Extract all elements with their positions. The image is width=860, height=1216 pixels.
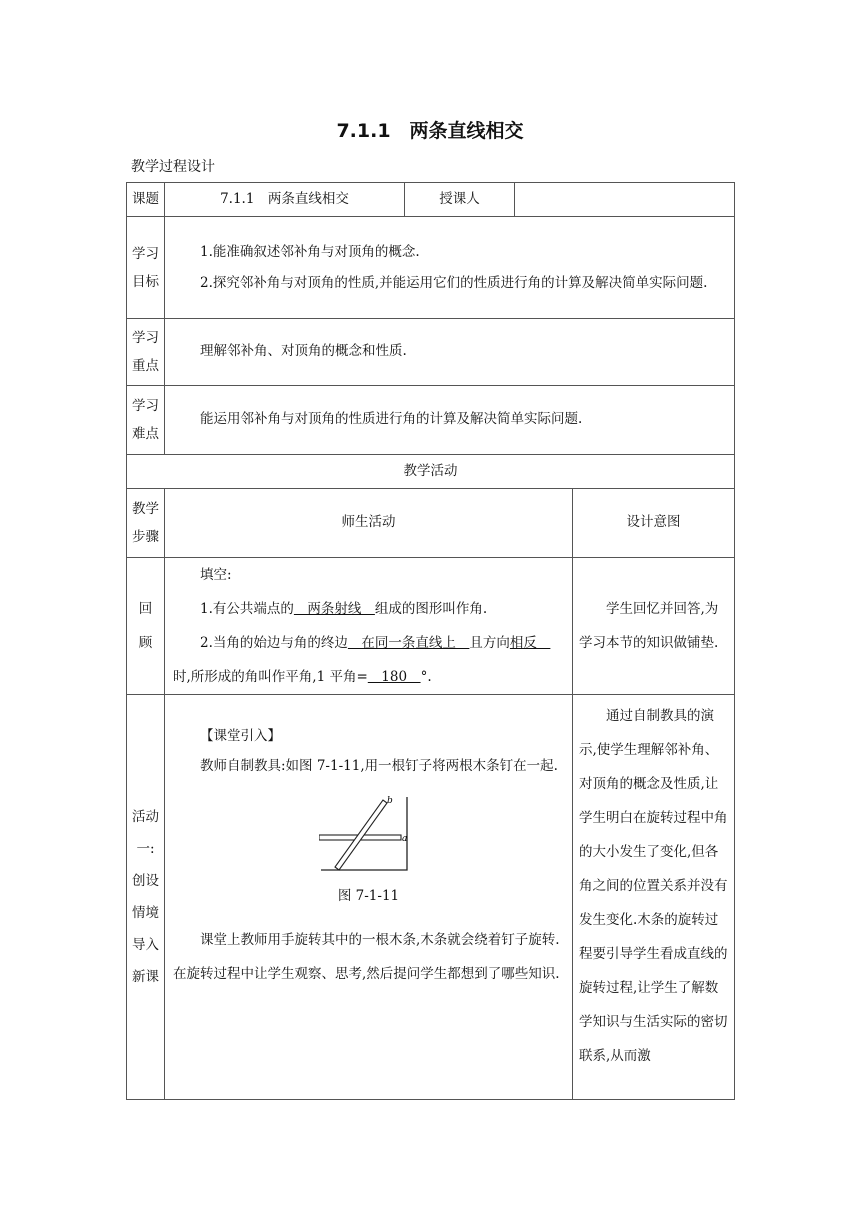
activity1-label-line1: 活动 bbox=[132, 809, 159, 825]
topic-row bbox=[127, 183, 735, 217]
goal-item-1: 1.能准确叙述邻补角与对顶角的概念. bbox=[200, 243, 420, 260]
activity1-intent: 通过自制教具的演示,使学生理解邻补角、对顶角的概念及性质,让学生明白在旋转过程中角的大小发生了变化,但各角之间的位置关系并没有发生变化.木条的旋转过程要引导学生看成直线的旋转过程,让学生了解数学知识与生活实际的密切联系,从而激 bbox=[579, 708, 728, 1064]
goal-item-2: 2.探究邻补角与对顶角的性质,并能运用它们的性质进行角的计算及解决简单实际问题. bbox=[200, 274, 708, 291]
goals-label bbox=[127, 217, 165, 319]
col-step-line2: 步骤 bbox=[132, 529, 159, 545]
figure-wood-strips bbox=[319, 795, 419, 875]
review-label-line1: 回 bbox=[138, 601, 153, 617]
review-intent: 学生回忆并回答,为学习本节的知识做铺垫. bbox=[579, 601, 719, 651]
goals-row bbox=[127, 217, 735, 319]
activity-header: 教学活动 bbox=[127, 455, 735, 489]
goals-content bbox=[165, 217, 735, 319]
focus-row bbox=[127, 319, 735, 386]
review-q1-text-a: 1.有公共端点的 bbox=[200, 601, 294, 617]
review-intro: 填空: bbox=[200, 567, 232, 583]
focus-text: 理解邻补角、对顶角的概念和性质. bbox=[200, 343, 407, 360]
review-q2-answer-2: 相反 bbox=[509, 635, 551, 651]
review-row bbox=[127, 558, 735, 695]
activity1-label-line2: 一: bbox=[136, 841, 155, 857]
activity1-label-line3: 创设 bbox=[132, 873, 159, 889]
difficulty-label-line2: 难点 bbox=[132, 426, 159, 442]
review-q1-answer: 两条射线 bbox=[293, 601, 375, 617]
focus-label-line1: 学习 bbox=[132, 330, 159, 346]
focus-content bbox=[165, 319, 735, 386]
difficulty-label bbox=[127, 386, 165, 455]
teacher-value bbox=[515, 183, 735, 217]
goals-label-line1: 学习 bbox=[132, 245, 159, 262]
review-label-line2: 顾 bbox=[138, 635, 153, 651]
review-q2-text-a: 2.当角的始边与角的终边 bbox=[200, 635, 348, 651]
figure-label-b: b bbox=[386, 796, 393, 806]
col-activity: 师生活动 bbox=[165, 489, 573, 558]
activity-header-row bbox=[127, 455, 735, 489]
review-q2-text-b: 且方向 bbox=[469, 635, 510, 651]
topic-label: 课题 bbox=[127, 183, 165, 217]
col-step bbox=[127, 489, 165, 558]
review-q2-answer-1: 在同一条直线上 bbox=[347, 635, 470, 651]
review-label bbox=[127, 558, 165, 695]
focus-label bbox=[127, 319, 165, 386]
col-step-line1: 教学 bbox=[132, 501, 159, 517]
difficulty-row bbox=[127, 386, 735, 455]
activity1-label bbox=[127, 695, 165, 1100]
review-q1-text-b: 组成的图形叫作角. bbox=[374, 601, 488, 617]
activity1-label-line5: 导入 bbox=[132, 937, 159, 953]
activity1-label-line6: 新课 bbox=[132, 969, 159, 985]
page-title: 7.1.1 两条直线相交 bbox=[336, 120, 524, 142]
section-subtitle: 教学过程设计 bbox=[131, 159, 215, 175]
figure-caption: 图 7-1-11 bbox=[337, 888, 400, 904]
col-intent: 设计意图 bbox=[573, 489, 735, 558]
activity1-heading: 【课堂引入】 bbox=[200, 728, 281, 744]
review-content bbox=[165, 558, 573, 695]
difficulty-content bbox=[165, 386, 735, 455]
activity1-label-line4: 情境 bbox=[132, 905, 159, 921]
review-intent-cell bbox=[573, 558, 735, 695]
topic-value: 7.1.1 两条直线相交 bbox=[165, 183, 405, 217]
activity1-paragraph-2: 课堂上教师用手旋转其中的一根木条,木条就会绕着钉子旋转.在旋转过程中让学生观察、思考,然后提问学生都想到了哪些知识. bbox=[173, 932, 560, 982]
review-q2 bbox=[173, 626, 564, 694]
activity1-content bbox=[165, 695, 573, 1100]
review-q2-answer-3: 180 bbox=[367, 669, 421, 685]
teacher-label: 授课人 bbox=[405, 183, 515, 217]
focus-label-line2: 重点 bbox=[132, 358, 159, 374]
review-q1 bbox=[173, 592, 564, 626]
difficulty-text: 能运用邻补角与对顶角的性质进行角的计算及解决简单实际问题. bbox=[200, 411, 583, 428]
activity1-paragraph-1: 教师自制教具:如图 7-1-11,用一根钉子将两根木条钉在一起. bbox=[200, 758, 558, 774]
activity1-intent-cell bbox=[573, 695, 735, 1100]
review-q2-text-d: °. bbox=[420, 669, 432, 685]
column-header-row bbox=[127, 489, 735, 558]
goals-label-line2: 目标 bbox=[132, 273, 159, 290]
review-q2-text-c: 时,所形成的角叫作平角,1 平角= bbox=[173, 669, 368, 685]
figure-label-a: a bbox=[401, 834, 407, 844]
lesson-table bbox=[126, 182, 735, 1100]
activity1-row bbox=[127, 695, 735, 1100]
figure-7-1-11 bbox=[173, 795, 564, 875]
difficulty-label-line1: 学习 bbox=[132, 398, 159, 414]
